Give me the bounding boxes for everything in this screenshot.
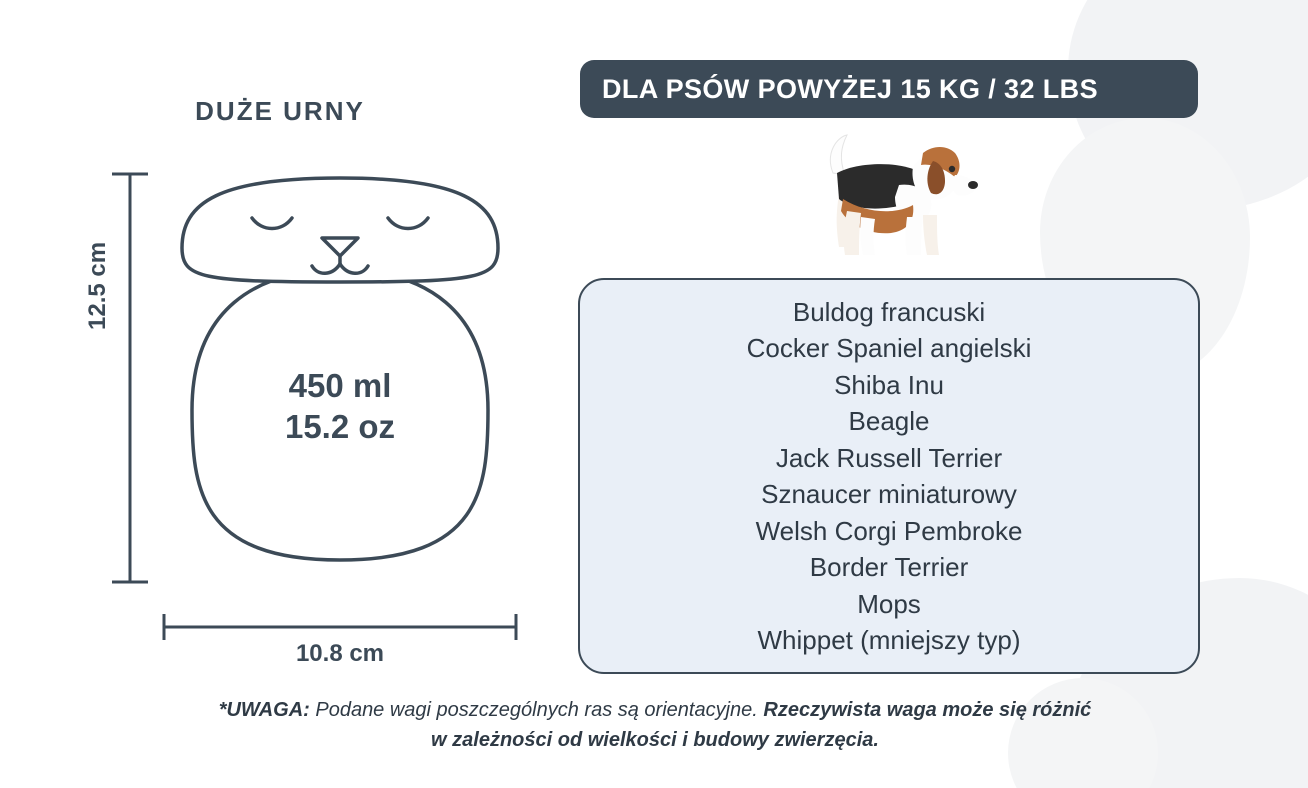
urn-title: DUŻE URNY — [195, 96, 365, 126]
weight-range-header: DLA PSÓW POWYŻEJ 15 KG / 32 LBS — [580, 60, 1198, 118]
list-item: Shiba Inu — [834, 369, 944, 400]
list-item: Buldog francuski — [792, 296, 986, 327]
disclaimer-emphasis: Rzeczywista waga może się różnić w zależności od wielkości i budowy zwierzęcia. — [431, 699, 1092, 751]
list-item: Beagle — [848, 406, 930, 436]
list-item: Jack Russell Terrier — [775, 442, 1003, 473]
width-dimension-line — [150, 612, 530, 642]
list-item: Border Terrier — [809, 552, 969, 582]
disclaimer-prefix: *UWAGA: — [218, 699, 310, 721]
urn-volume — [175, 365, 505, 448]
breeds-list — [578, 278, 1200, 674]
beagle-dog-icon — [795, 125, 980, 270]
urn-volume-ml: 450 ml — [288, 367, 392, 404]
list-item: Sznaucer miniaturowy — [761, 479, 1017, 509]
list-item: Whippet (mniejszy typ) — [757, 625, 1021, 655]
disclaimer-text: Podane wagi poszczególnych ras są orientacyjne. — [309, 699, 764, 721]
list-item: Cocker Spaniel angielski — [746, 333, 1032, 363]
disclaimer-note — [210, 695, 1100, 755]
urn-panel — [0, 0, 560, 788]
list-item: Mops — [857, 588, 921, 619]
urn-volume-oz: 15.2 oz — [284, 408, 396, 446]
width-label: 10.8 cm — [295, 640, 385, 667]
height-label: 12.5 cm — [84, 241, 111, 330]
height-dimension-line — [100, 172, 160, 584]
list-item: Welsh Corgi Pembroke — [755, 515, 1023, 546]
